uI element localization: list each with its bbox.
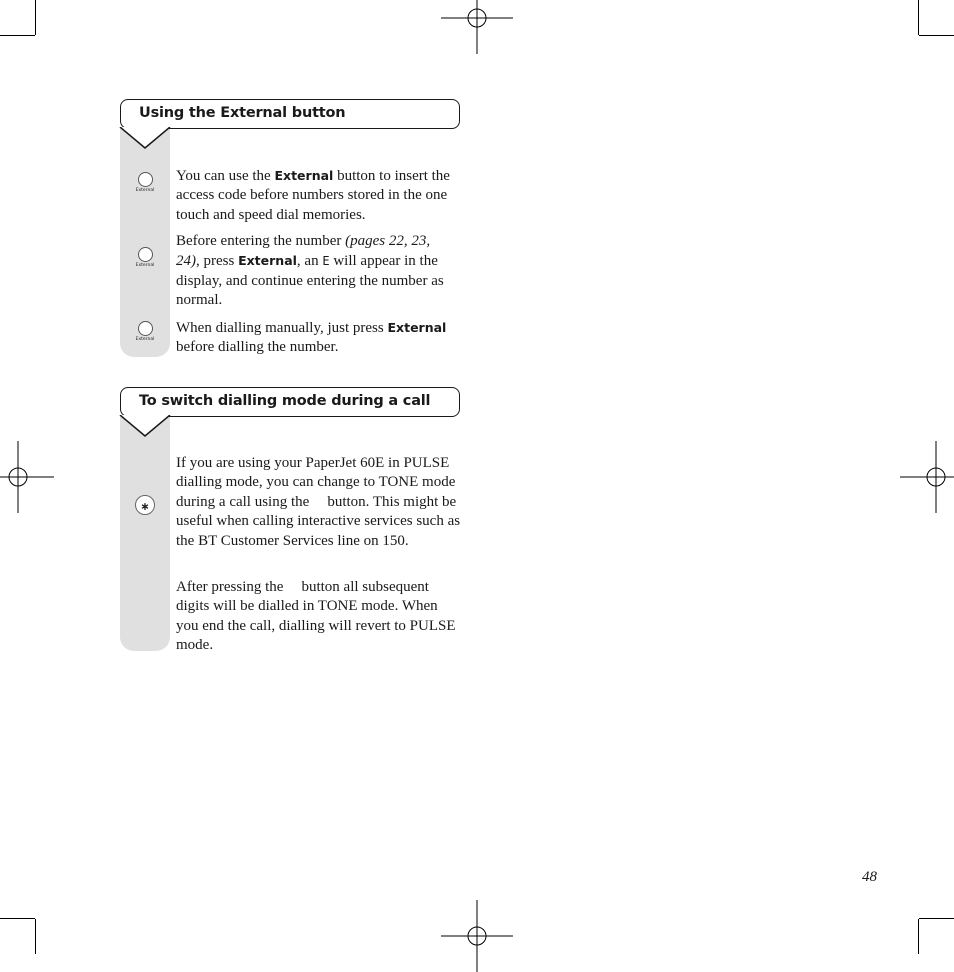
crop-mark-top-right-h: [919, 35, 954, 36]
external-button-label: External: [135, 263, 155, 268]
keyword-external: External: [238, 253, 297, 269]
display-character: E: [322, 254, 330, 269]
section-header-switch: [120, 387, 460, 417]
paragraph-external-3: When dialling manually, just press External before dialling the number.: [176, 320, 447, 356]
registration-mark-top: [441, 0, 513, 54]
crop-mark-bottom-right-v: [918, 919, 919, 954]
registration-mark-bottom: [441, 900, 513, 972]
external-button-label: External: [135, 188, 155, 193]
external-button-icon-2: [125, 247, 165, 269]
side-panel-switch: [120, 417, 170, 651]
external-button-icon-3: [125, 321, 165, 343]
crop-mark-bottom-left-h: [0, 918, 35, 919]
crop-mark-top-left-h: [0, 35, 35, 36]
registration-mark-right: [900, 441, 954, 513]
keyword-external: External: [387, 320, 447, 335]
paragraph-switch-1: If you are using your PaperJet 60E in PULSE dialling mode, you can change to TONE mode during a call using the button. This might be useful when calling interactive services such as the BT Customer Services line on 150.: [176, 455, 461, 549]
external-button-label: External: [135, 337, 155, 342]
crop-mark-bottom-left-v: [35, 919, 36, 954]
registration-mark-left: [0, 441, 54, 513]
section-header-external: [120, 99, 460, 129]
paragraph-external-2: Before entering the number (pages 22, 23, 24), press External, an E will appear in the display, and continue entering the number as normal.: [176, 233, 444, 309]
star-button-icon: ∗: [135, 495, 155, 515]
external-button-icon-1: [125, 172, 165, 194]
header-notch-external: [119, 127, 171, 151]
paragraph-external-1: You can use the External button to insert the access code before numbers stored in the one touch and speed dial memories.: [176, 168, 450, 223]
keyword-external: External: [274, 168, 334, 183]
crop-mark-top-left-v: [35, 0, 36, 35]
crop-mark-bottom-right-h: [919, 918, 954, 919]
section-title-external: Using the External button: [139, 105, 346, 121]
section-title-switch: To switch dialling mode during a call: [139, 393, 431, 409]
paragraph-switch-2: After pressing the button all subsequent digits will be dialled in TONE mode. When you end the call, dialling will revert to PULSE mode.: [176, 579, 456, 654]
header-notch-switch: [119, 415, 171, 439]
page-number: 48: [862, 869, 877, 885]
crop-mark-top-right-v: [918, 0, 919, 35]
page-reference: (pages 22, 23, 24): [176, 233, 431, 270]
